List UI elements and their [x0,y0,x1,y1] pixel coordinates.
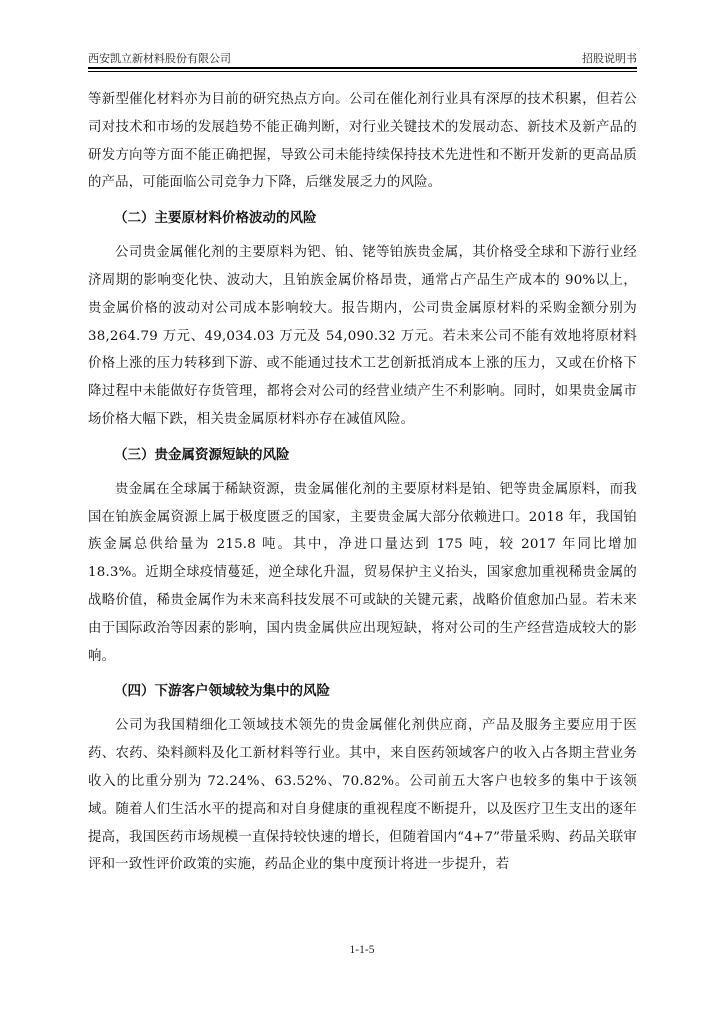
section-paragraph-raw-material-risk: 公司贵金属催化剂的主要原料为钯、铂、铑等铂族贵金属，其价格受全球和下游行业经济周期的影响变化快、波动大，且铂族金属价格昂贵，通常占产品生产成本的 90%以上，贵金属价格的波动对公司成本影响较大。报告期内，公司贵金属原材料的采购金额分别为 38,264.79 万元、49,034.03 万元及 54,090.32 万元。若未来公司不能有效地将原材料价格上涨的压力转移到下游、或不能通过技术工艺创新抵消成本上涨的压力，又或在价格下降过程中未能做好存货管理，都将会对公司的经营业绩产生不利影响。同时，如果贵金属市场价格大幅下跌，相关贵金属原材料亦存在减值风险。 [88,245,637,427]
page-header [88,49,637,69]
section-heading-raw-material-risk: （二）主要原材料价格波动的风险 [114,210,317,227]
page-body [88,86,637,879]
header-company-name: 西安凯立新材料股份有限公司 [88,52,231,65]
section-heading-resource-shortage-risk: （三）贵金属资源短缺的风险 [114,446,290,463]
intro-paragraph: 等新型催化材料亦为目前的研究热点方向。公司在催化剂行业具有深厚的技术积累，但若公司对技术和市场的发展趋势不能正确判断，对行业关键技术的发展动态、新技术及新产品的研发方向等方面不能正确把握，导致公司未能持续保持技术先进性和不断开发新的更高品质的产品，可能面临公司竞争力下降，后继发展乏力的风险。 [88,92,637,191]
section-paragraph-customer-concentration-risk: 公司为我国精细化工领域技术领先的贵金属催化剂供应商，产品及服务主要应用于医药、农药、染料颜料及化工新材料等行业。其中，来自医药领域客户的收入占各期主营业务收入的比重分别为 72.24%、63.52%、70.82%。公司前五大客户也较多的集中于该领域。随着人们生活水平的提高和对自身健康的重视程度不断提升，以及医疗卫生支出的逐年提高，我国医药市场规模一直保持较快速的增长，但随着国内“4+7”带量采购、药品关联审评和一致性评价政策的实施，药品企业的集中度预计将进一步提升，若 [88,718,637,873]
section-heading-customer-concentration-risk: （四）下游客户领域较为集中的风险 [114,683,330,700]
section-paragraph-resource-shortage-risk: 贵金属在全球属于稀缺资源，贵金属催化剂的主要原材料是铂、钯等贵金属原料，而我国在铂族金属资源上属于极度匮乏的国家，主要贵金属大部分依赖进口。2018 年，我国铂族金属总供给量为 215.8 吨。其中，净进口量达到 175 吨，较 2017 年同比增加 18.3%。近期全球疫情蔓延，逆全球化升温，贸易保护主义抬头，国家愈加重视稀贵金属的战略价值，稀贵金属作为未来高科技发展不可或缺的关键元素，战略价值愈加凸显。若未来由于国际政治等因素的影响，国内贵金属供应出现短缺，将对公司的生产经营造成较大的影响。 [88,481,637,664]
header-document-type: 招股说明书 [582,52,637,65]
header-rule-thick [88,67,637,69]
page-number: 1-1-5 [349,944,375,956]
header-rule-thin [88,71,637,72]
